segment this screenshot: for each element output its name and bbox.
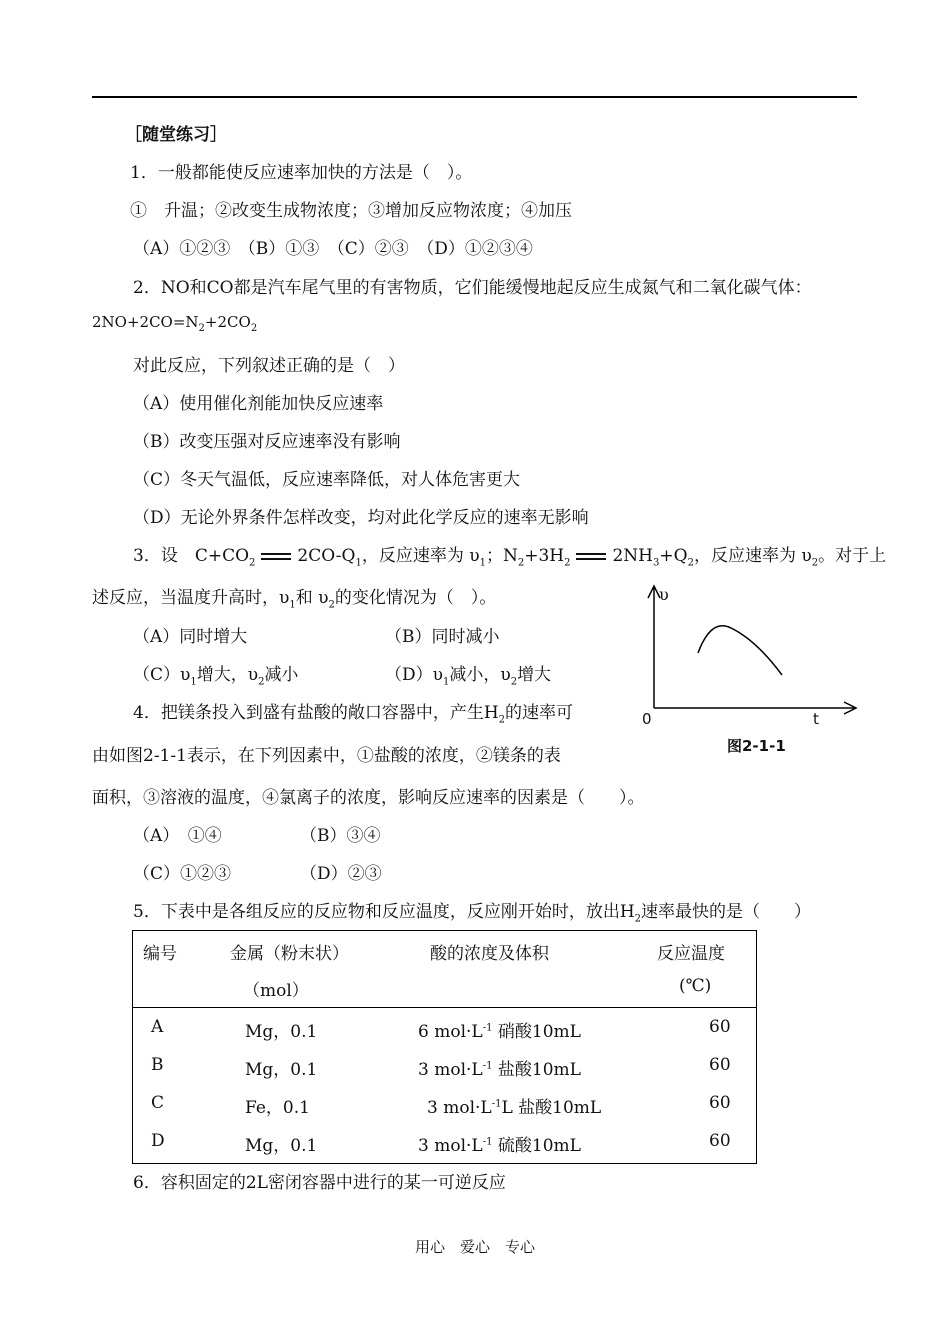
graph-y-label: υ [659, 585, 669, 604]
q1-options: ① 升温；②改变生成物浓度；③增加反应物浓度；④加压 [130, 201, 572, 221]
q1-choices: （A）①②③ （B）①③ （C）②③ （D）①②③④ [133, 239, 533, 259]
figure-caption: 图2-1-1 [727, 737, 786, 755]
table-row-d-metal: Mg，0.1 [245, 1136, 318, 1156]
q4-option-c: （C）①②③ [133, 864, 232, 884]
rate-time-graph [636, 578, 866, 758]
q3-option-d: $(D)\upsilon_1$减小，$\upsilon_2$增大 [385, 665, 552, 688]
rate-curve [698, 626, 782, 675]
table-header-acid: 酸的浓度及体积 [430, 944, 549, 964]
q2-prompt: 对此反应，下列叙述正确的是（ ） [133, 356, 405, 376]
table-row-c-temp: 60 [709, 1093, 731, 1113]
table-row-d-temp: 60 [709, 1131, 731, 1151]
table-header-metal-unit: （mol） [243, 981, 309, 1001]
table-row-a-id: A [151, 1017, 164, 1037]
table-row-d-id: D [151, 1131, 165, 1151]
table-row-a-metal: Mg，0.1 [245, 1022, 318, 1042]
q4-option-d: （D）②③ [300, 864, 382, 884]
table-header-divider [133, 1007, 756, 1008]
q3-option-b: （B）同时减小 [385, 627, 500, 647]
graph-x-label: t [813, 710, 819, 728]
reversible-arrow-icon [576, 553, 606, 561]
table-row-b-metal: Mg，0.1 [245, 1060, 318, 1080]
q2-option-c: （C）冬天气温低，反应速率降低，对人体危害更大 [133, 470, 521, 490]
reaction-table [132, 930, 757, 1164]
table-row-a-temp: 60 [709, 1017, 731, 1037]
table-row-d-acid: 3 $mol\cdot L^{-1}$ 硫酸10mL [418, 1136, 581, 1156]
q1-stem: 1．一般都能使反应速率加快的方法是（ ）。 [130, 163, 473, 183]
q4-option-a: （A） ①④ [133, 826, 222, 846]
graph-origin-label: 0 [642, 710, 652, 728]
reversible-arrow-icon [261, 553, 291, 561]
q4-option-b: （B）③④ [300, 826, 381, 846]
q2-option-a: （A）使用催化剂能加快反应速率 [133, 394, 384, 414]
table-header-id: 编号 [143, 944, 177, 964]
q2-equation: $2NO+2CO=N_2+2CO_2$ [92, 313, 258, 334]
table-row-b-acid: 3 $mol\cdot L^{-1}$ 盐酸10mL [418, 1060, 581, 1080]
q4-stem-line2: 由如图2-1-1表示，在下列因素中，①盐酸的浓度，②镁条的表 [92, 746, 561, 766]
q3-option-a: （A）同时增大 [133, 627, 248, 647]
header-rule [92, 96, 857, 98]
q2-option-b: （B）改变压强对反应速率没有影响 [133, 432, 401, 452]
q4-stem-line1: 4．把镁条投入到盛有盐酸的敞口容器中，产生$H_2$的速率可 [133, 703, 574, 726]
table-header-temp: 反应温度 [657, 944, 725, 964]
q2-stem: 2．NO和CO都是汽车尾气里的有害物质，它们能缓慢地起反应生成氮气和二氧化碳气体： [133, 278, 812, 298]
q3-stem-line2: 述反应，当温度升高时，$\upsilon_1$和 $\upsilon_2$的变化情况为（ ）。 [92, 588, 497, 611]
table-row-a-acid: 6 $mol\cdot L^{-1}$ 硝酸10mL [418, 1022, 581, 1042]
q2-option-d: （D）无论外界条件怎样改变，均对此化学反应的速率无影响 [133, 508, 589, 528]
q6-stem: 6．容积固定的2L密闭容器中进行的某一可逆反应 [133, 1173, 506, 1193]
page-footer: 用心 爱心 专心 [414, 1238, 535, 1256]
table-row-c-acid: 3 $mol\cdot L^{-1}L$ 盐酸10mL [427, 1098, 602, 1118]
table-row-c-id: C [151, 1093, 165, 1113]
table-header-metal: 金属（粉末状） [230, 944, 349, 964]
table-row-c-metal: Fe，0.1 [245, 1098, 310, 1118]
q3-stem-line1: 3．设 $C+CO_2$ $2CO-Q_1$，反应速率为 $\upsilon_1$；$N_2+3H_2$ $2NH_3+Q_2$，反应速率为 $\upsilon_2$。对于上 [133, 546, 887, 569]
q4-stem-line3: 面积，③溶液的温度，④氯离子的浓度，影响反应速率的因素是（ ）。 [92, 788, 645, 808]
table-row-b-id: B [151, 1055, 164, 1075]
section-title: ［随堂练习］ [125, 125, 227, 145]
q3-option-c: $(C)\upsilon_1$增大，$\upsilon_2$减小 [133, 665, 299, 688]
table-header-temp-unit: (℃) [679, 976, 712, 996]
table-row-b-temp: 60 [709, 1055, 731, 1075]
q5-stem: 5．下表中是各组反应的反应物和反应温度，反应刚开始时，放出$H_2$速率最快的是（ ） [133, 902, 812, 925]
